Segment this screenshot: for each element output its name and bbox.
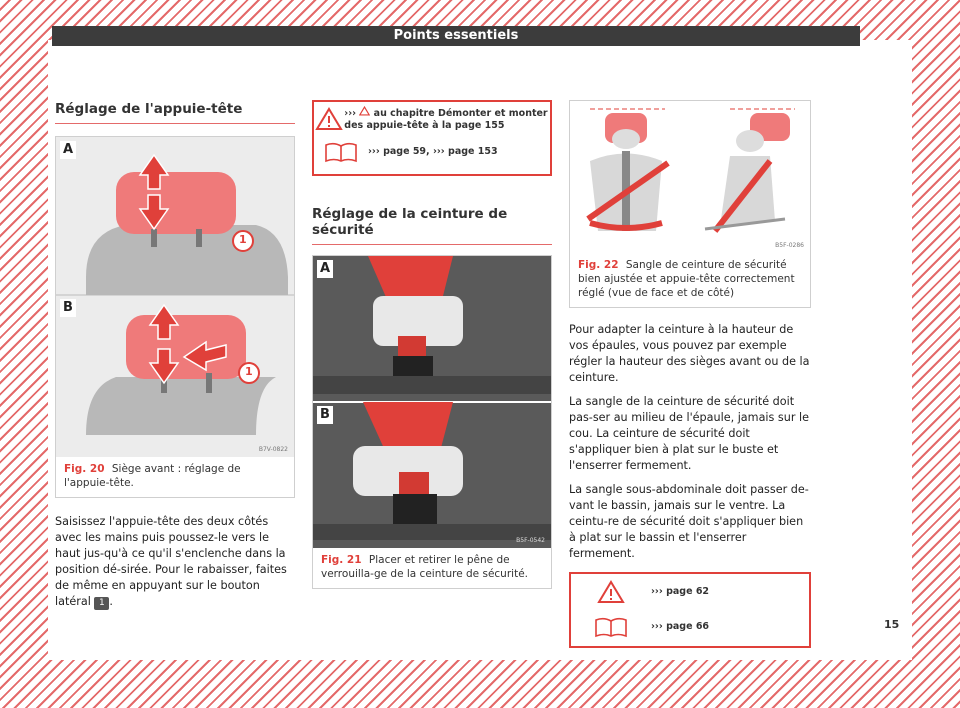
figure-20-caption-text: Siège avant : réglage de l'appuie-tête.: [64, 463, 241, 489]
chevrons: ›››: [344, 107, 357, 119]
belt-paragraph-1: Pour adapter la ceinture à la hauteur de vos épaules, vous pouvez par exemple régler la hauteur des sièges avant ou de la ceinture.: [569, 323, 810, 384]
figure-22: [569, 100, 811, 308]
warning-box-2: [569, 572, 811, 648]
figure-22-caption: [570, 253, 810, 307]
figure-21-label: Fig. 21: [321, 554, 362, 566]
column-belt-fit: [569, 60, 811, 648]
figure-21-caption: [313, 548, 551, 588]
figure-20-code: B7V-0822: [258, 446, 288, 453]
figure-20-label: Fig. 20: [64, 463, 105, 475]
panel-b-label: B: [317, 406, 333, 424]
figure-20-caption: [56, 457, 294, 497]
figure-22-image: [570, 101, 810, 253]
page-header: Points essentiels: [52, 26, 860, 46]
page-ref-66[interactable]: page 66: [666, 621, 710, 632]
warning-icon: [571, 580, 651, 604]
headrest-paragraph: [55, 514, 295, 610]
warning-row-1: [571, 574, 809, 610]
figure-22-caption-text: Sangle de ceinture de sécurité bien ajustée et appuie-tête correctement réglé (vue de face et de côté): [578, 259, 795, 299]
ref-badge-1: 1: [94, 597, 109, 610]
chevrons: ›››: [432, 145, 445, 157]
figure-21-code: B5F-0542: [516, 537, 545, 544]
manual-book-icon: [571, 616, 651, 638]
figure-20-image: [56, 137, 294, 457]
warning-text-1: [344, 106, 550, 132]
figure-21-caption-text: Placer et retirer le pêne de verrouilla-ge de la ceinture de sécurité.: [321, 554, 528, 580]
figure-22-code: B5F-0286: [775, 242, 804, 249]
page-ref-62[interactable]: page 62: [666, 586, 710, 597]
panel-a-label: A: [317, 260, 333, 278]
headrest-illustration: [56, 137, 294, 457]
headrest-paragraph-text: Saisissez l'appuie-tête des deux côtés avec les mains puis poussez-le vers le haut jus-qu'à ce qu'il s'enclenche dans la position dé-sirée. Pour le rabaisser, faites de même en appuyant sur le bouton latéral: [55, 515, 287, 608]
figure-21: [312, 255, 552, 589]
warning-text-2: [651, 621, 709, 633]
warning-text-2: [368, 146, 498, 158]
warning-row-1: [314, 102, 550, 135]
small-warning-icon: [359, 106, 370, 116]
section-title-belt: Réglage de la ceinture de sécurité: [312, 206, 552, 245]
panel-a-label: A: [60, 141, 76, 159]
belt-paragraph-2: La sangle de la ceinture de sécurité doit pas-ser au milieu de l'épaule, jamais sur le cou. La ceinture de sécurité doit s'appliquer bien à plat sur le buste et l'enserrer fermement.: [569, 395, 809, 472]
belt-fit-illustration: [570, 101, 810, 253]
chevrons: ›››: [651, 621, 663, 632]
callout-1-a-text: 1: [239, 233, 247, 246]
warning-line-1: au chapitre Démonter et monter des appuie-tête à la page 155: [344, 107, 548, 131]
chevrons: ›››: [368, 145, 380, 157]
callout-1-b-text: 1: [245, 365, 253, 378]
page-ref-153[interactable]: page 153: [448, 145, 498, 157]
warning-box-1: [312, 100, 552, 176]
belt-buckle-illustration: [313, 256, 551, 548]
belt-paragraph-3: La sangle sous-abdominale doit passer de-vant le bassin, jamais sur le ventre. La ceintu-re de sécurité doit s'appliquer bien à plat sur le bassin et l'enserrer fermement.: [569, 483, 809, 560]
figure-22-label: Fig. 22: [578, 259, 619, 271]
figure-21-image: [313, 256, 551, 548]
page-ref-59[interactable]: page 59,: [383, 145, 430, 157]
warning-text-1: [651, 586, 709, 598]
warning-icon: [314, 107, 344, 131]
column-belt: [312, 60, 552, 589]
page-number: 15: [884, 618, 900, 631]
figure-20: [55, 136, 295, 498]
headrest-paragraph-end: .: [109, 595, 113, 608]
section-title-headrest: Réglage de l'appuie-tête: [55, 101, 295, 124]
column-headrest: [55, 55, 295, 618]
panel-b-label: B: [60, 299, 76, 317]
manual-book-icon: [314, 141, 368, 163]
warning-row-2: [571, 610, 809, 644]
warning-row-2: [314, 135, 550, 168]
chevrons: ›››: [651, 586, 663, 597]
